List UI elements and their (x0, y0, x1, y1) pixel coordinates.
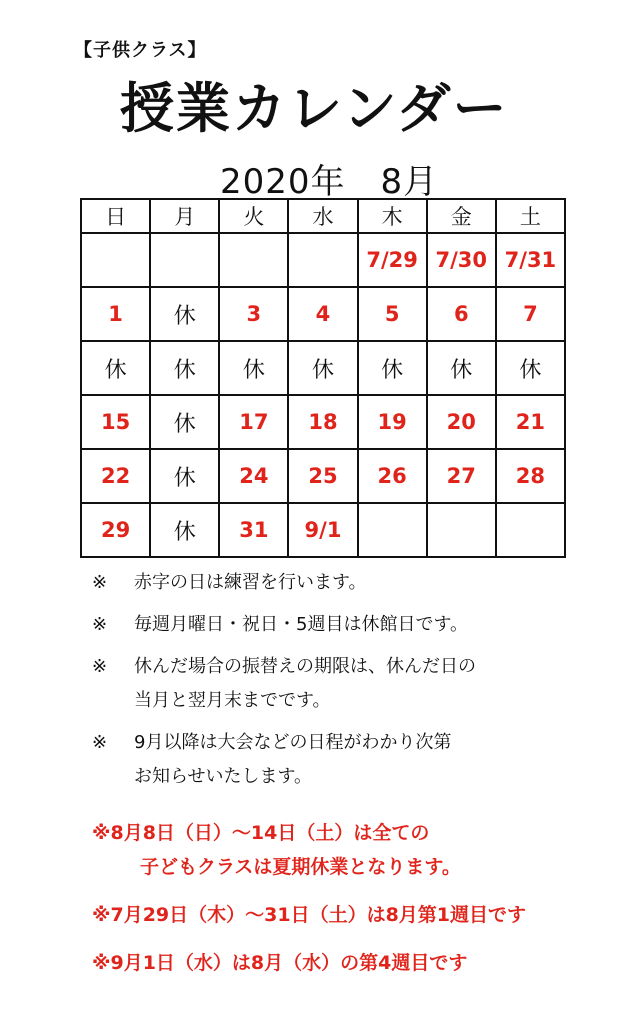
calendar-body (81, 233, 565, 557)
weekday-header-row (81, 199, 565, 233)
calendar-day-cell: 17 (219, 395, 288, 449)
calendar-day-cell: 25 (288, 449, 357, 503)
calendar-week-row (81, 233, 565, 287)
calendar-empty-cell (427, 503, 496, 557)
subtitle: 【子供クラス】 (74, 40, 207, 61)
calendar-day-cell: 休 (150, 341, 219, 395)
calendar-empty-cell (288, 233, 357, 287)
month-label: 2020年 8月 (220, 162, 439, 202)
note-text: 当月と翌月末までです。 (134, 690, 331, 711)
note-text: 赤字の日は練習を行います。 (134, 572, 367, 593)
note-mark: ※ (92, 732, 108, 753)
note-text: お知らせいたします。 (134, 766, 313, 787)
calendar-day-cell: 31 (219, 503, 288, 557)
red-note-line: ※9月1日（水）は8月（水）の第4週目です (92, 952, 468, 974)
weekday-header: 木 (358, 199, 427, 233)
calendar-week-row (81, 287, 565, 341)
calendar-day-cell: 26 (358, 449, 427, 503)
calendar-day-cell: 休 (150, 287, 219, 341)
calendar-day-cell: 1 (81, 287, 150, 341)
calendar-day-cell: 27 (427, 449, 496, 503)
calendar-empty-cell (358, 503, 427, 557)
calendar-day-cell: 休 (358, 341, 427, 395)
calendar-week-row (81, 341, 565, 395)
note-item (92, 566, 612, 600)
note-mark: ※ (92, 572, 108, 593)
note-mark: ※ (92, 614, 108, 635)
weekday-header: 水 (288, 199, 357, 233)
calendar-day-cell: 29 (81, 503, 150, 557)
calendar-day-cell: 9/1 (288, 503, 357, 557)
calendar-day-cell: 24 (219, 449, 288, 503)
calendar-week-row (81, 449, 565, 503)
calendar-empty-cell (150, 233, 219, 287)
calendar-day-cell: 7/31 (496, 233, 565, 287)
calendar-empty-cell (496, 503, 565, 557)
weekday-header: 日 (81, 199, 150, 233)
calendar-week-row (81, 503, 565, 557)
calendar-empty-cell (219, 233, 288, 287)
calendar-day-cell: 20 (427, 395, 496, 449)
note-item (92, 608, 612, 642)
calendar-day-cell: 4 (288, 287, 357, 341)
weekday-header: 金 (427, 199, 496, 233)
note-text: 毎週月曜日・祝日・5週目は休館日です。 (134, 614, 469, 635)
calendar-day-cell: 休 (288, 341, 357, 395)
calendar-day-cell: 休 (150, 449, 219, 503)
calendar-day-cell: 7/29 (358, 233, 427, 287)
note-item (92, 726, 612, 794)
red-note-line: ※8月8日（日）～14日（土）は全ての (92, 822, 430, 844)
calendar-day-cell: 22 (81, 449, 150, 503)
calendar-day-cell: 5 (358, 287, 427, 341)
calendar-day-cell: 28 (496, 449, 565, 503)
calendar-day-cell: 休 (150, 395, 219, 449)
note-text: 休んだ場合の振替えの期限は、休んだ日の (134, 656, 476, 677)
calendar-table (80, 198, 566, 558)
weekday-header: 月 (150, 199, 219, 233)
calendar-day-cell: 19 (358, 395, 427, 449)
calendar-day-cell: 7/30 (427, 233, 496, 287)
note-text: 9月以降は大会などの日程がわかり次第 (134, 732, 452, 753)
calendar-day-cell: 休 (496, 341, 565, 395)
note-mark: ※ (92, 656, 108, 677)
calendar-day-cell: 休 (150, 503, 219, 557)
page-title: 授業カレンダー (120, 77, 509, 140)
note-item (92, 650, 612, 718)
calendar-day-cell: 休 (219, 341, 288, 395)
calendar-day-cell: 18 (288, 395, 357, 449)
red-note-line: 子どもクラスは夏期休業となります。 (140, 856, 461, 878)
calendar-day-cell: 休 (81, 341, 150, 395)
weekday-header: 火 (219, 199, 288, 233)
calendar-day-cell: 7 (496, 287, 565, 341)
weekday-header: 土 (496, 199, 565, 233)
red-notes (92, 816, 622, 980)
calendar-day-cell: 6 (427, 287, 496, 341)
calendar-empty-cell (81, 233, 150, 287)
calendar-week-row (81, 395, 565, 449)
red-note-line: ※7月29日（木）～31日（土）は8月第1週目です (92, 904, 527, 926)
calendar-day-cell: 21 (496, 395, 565, 449)
notes-list (92, 566, 612, 802)
calendar-day-cell: 3 (219, 287, 288, 341)
calendar-day-cell: 15 (81, 395, 150, 449)
calendar-day-cell: 休 (427, 341, 496, 395)
